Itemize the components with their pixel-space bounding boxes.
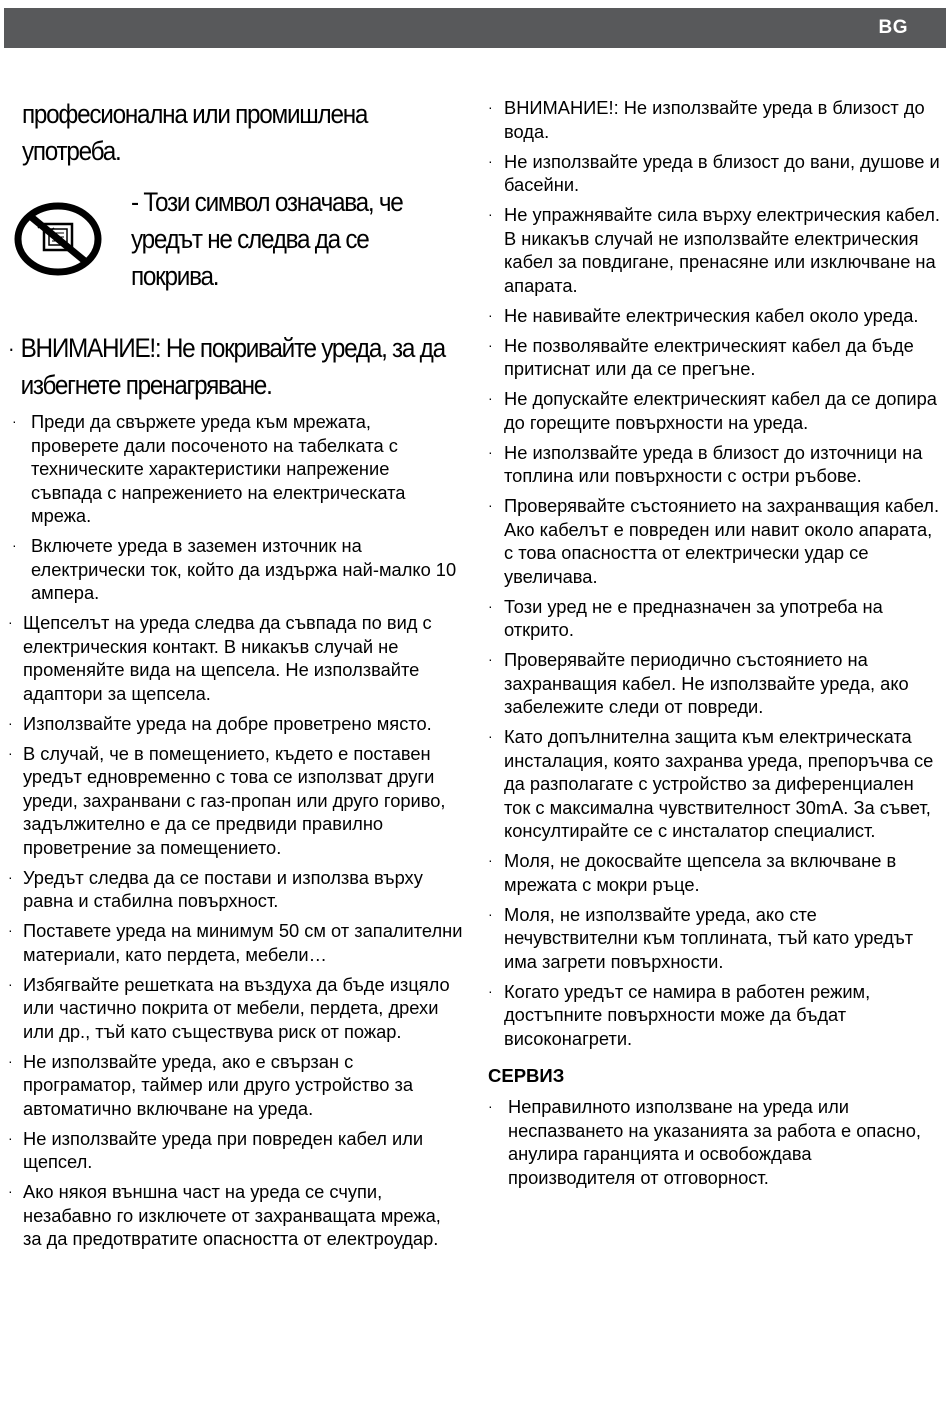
list-item: · Не използвайте уреда при повреден кабел или щепсел. (8, 1127, 424, 1172)
list-item: · Щепселът на уреда следва да съвпада по вид с електрическия контакт. В никакъв случай не променяйте вида на щепсела. Не използвайте адаптори за щепсела. (8, 612, 432, 704)
list-item: · Поставете уреда на минимум 50 см от запалителни материали, като пердета, мебели… (8, 920, 463, 965)
safety-list-left (8, 611, 463, 1251)
list-item: · Използвайте уреда на добре проветрено място. (8, 712, 432, 734)
safety-list-indented (12, 410, 463, 605)
list-item: · Неправилното използване на уреда или неспазването на указанията за работа е опасно, анулира гаранцията и освобождава производителя от отговорност. (488, 1096, 921, 1188)
service-section-title: СЕРВИЗ (488, 1065, 565, 1086)
list-item: · Не използвайте уреда в близост до вани, душове и басейни. (488, 150, 940, 195)
intro-text: професионална или промишлена употреба. (22, 99, 368, 166)
list-item: · Ако някоя външна част на уреда се счупи, незабавно го изключете от захранващата мрежа, за да предотвратите опасността от електроудар. (8, 1181, 441, 1249)
left-column (8, 96, 463, 1257)
list-item: · Като допълнителна защита към електрическата инсталация, която захранва уреда, препоръчва се да разполагате с устройство за диференциален ток с максимална чувствителност 30mA. За съвет, консултирайте се с инсталатор специалист. (488, 726, 934, 841)
list-item: · Не използвайте уреда в близост до източници на топлина или повърхности с остри ръбове. (488, 441, 923, 486)
list-item: · Не допускайте електрическият кабел да се допира до горещите повърхности на уреда. (488, 388, 937, 433)
list-item: · Когато уредът се намира в работен режим, достъпните повърхности може да бъдат високонагрети. (488, 980, 871, 1049)
symbol-description: - Този символ означава, че уредът не следва да се покрива. (131, 187, 403, 291)
list-item: · Проверявайте периодично състоянието на захранващия кабел. Не използвайте уреда, ако забележите следи от повреди. (488, 649, 909, 717)
list-item: · Уредът следва да се постави и използва върху равна и стабилна повърхност. (8, 866, 423, 911)
list-item: · Преди да свържете уреда към мрежата, проверете дали посоченото на табелката с техническите характеристики напрежение съвпада с напрежението на електрическата мрежа. (12, 411, 406, 526)
list-item: · Моля, не докосвайте щепсела за включване в мрежата с мокри ръце. (488, 850, 897, 895)
list-item: · Този уред не е предназначен за употреба на открито. (488, 595, 883, 640)
do-not-cover-icon (14, 202, 104, 276)
do-not-cover-symbol-block (8, 186, 463, 320)
service-list (488, 1095, 940, 1189)
cover-warning-text: ВНИМАНИЕ!: Не покривайте уреда, за да избегнете пренагряване. (20, 333, 445, 400)
list-item: · Не навивайте електрическия кабел около уреда. (488, 304, 919, 326)
right-column (488, 96, 940, 1196)
safety-list-right (488, 96, 940, 1050)
list-item: · Избягвайте решетката на въздуха да бъде изцяло или частично покрита от мебели, пердета, дрехи или др., тъй като съществува риск от пожар. (8, 973, 450, 1042)
list-item: · Не упражнявайте сила върху електрическия кабел. В никакъв случай не използвайте електрическия кабел за повдигане, пренасяне или изключване на апарата. (488, 204, 940, 296)
list-item: · В случай, че в помещението, където е поставен уредът едновременно с това се използват други уреди, захранвани с газ-пропан или друго гориво, задължително е да се предвиди правилно проветрение за помещението. (8, 742, 446, 858)
cover-warning (8, 330, 449, 404)
list-item: · ВНИМАНИЕ!: Не използвайте уреда в близост до вода. (488, 97, 925, 142)
list-item: · Не използвайте уреда, ако е свързан с програматор, таймер или друго устройство за автоматично включване на уреда. (8, 1050, 414, 1119)
language-badge: BG (878, 17, 908, 38)
header-bar (4, 8, 946, 48)
list-item: · Не позволявайте електрическият кабел да бъде притиснат или да се прегъне. (488, 334, 914, 379)
list-item: · Проверявайте състоянието на захранващия кабел. Ако кабелът е повреден или навит около апарата, с това опасността от електрически удар се увеличава. (488, 495, 940, 587)
bullet: · (8, 336, 14, 361)
list-item: · Моля, не използвайте уреда, ако сте нечувствителни към топлината, тъй като уредът има загрети повърхности. (488, 903, 914, 972)
list-item: · Включете уреда в заземен източник на електрически ток, който да издържа най-малко 10 ампера. (12, 535, 457, 603)
